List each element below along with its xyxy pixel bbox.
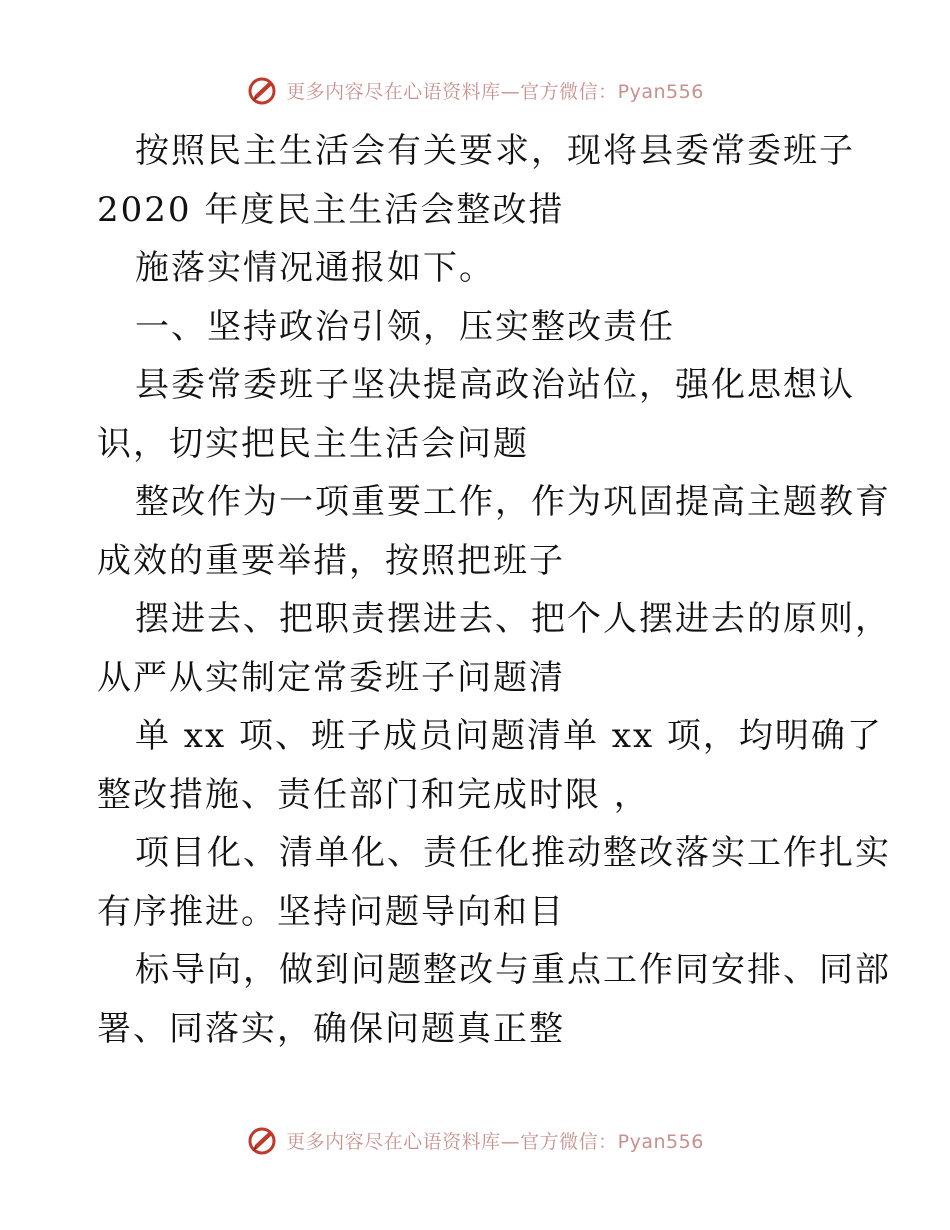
paragraph-line: 项目化、清单化、责任化推动整改落实工作扎实 <box>135 833 891 873</box>
pen-logo-icon <box>246 73 280 107</box>
header-watermark <box>0 70 950 110</box>
paragraph-line: 一、坚持政治引领，压实整改责任 <box>135 306 675 347</box>
paragraph-line: 摆进去、把职责摆进去、把个人摆进去的原则， <box>135 599 891 639</box>
paragraph-line: 整改措施、责任部门和完成时限 ， <box>97 774 650 815</box>
paragraph-line: 有序推进。坚持问题导向和目 <box>97 891 565 932</box>
paragraph-line: 成效的重要举措，按照把班子 <box>97 540 565 581</box>
document-body <box>97 122 891 1058</box>
watermark-text: 更多内容尽在心语资料库—官方微信：Pyan556 <box>286 1130 704 1153</box>
paragraph-line: 标导向，做到问题整改与重点工作同安排、同部 <box>135 950 891 990</box>
paragraph-line: 2020 年度民主生活会整改措 <box>97 189 565 230</box>
pen-logo-icon <box>246 1123 280 1157</box>
paragraph-line: 单 xx 项、班子成员问题清单 xx 项，均明确了 <box>135 716 883 756</box>
paragraph-line: 从严从实制定常委班子问题清 <box>97 657 565 698</box>
paragraph-line: 施落实情况通报如下。 <box>135 248 495 288</box>
paragraph-line: 整改作为一项重要工作，作为巩固提高主题教育 <box>135 482 891 522</box>
paragraph-line: 署、同落实，确保问题真正整 <box>97 1008 565 1049</box>
footer-watermark <box>0 1120 950 1160</box>
paragraph-line: 按照民主生活会有关要求，现将县委常委班子 <box>135 131 855 171</box>
watermark-text: 更多内容尽在心语资料库—官方微信：Pyan556 <box>286 80 704 103</box>
paragraph-line: 识，切实把民主生活会问题 <box>97 423 529 464</box>
paragraph-line: 县委常委班子坚决提高政治站位，强化思想认 <box>135 365 855 405</box>
